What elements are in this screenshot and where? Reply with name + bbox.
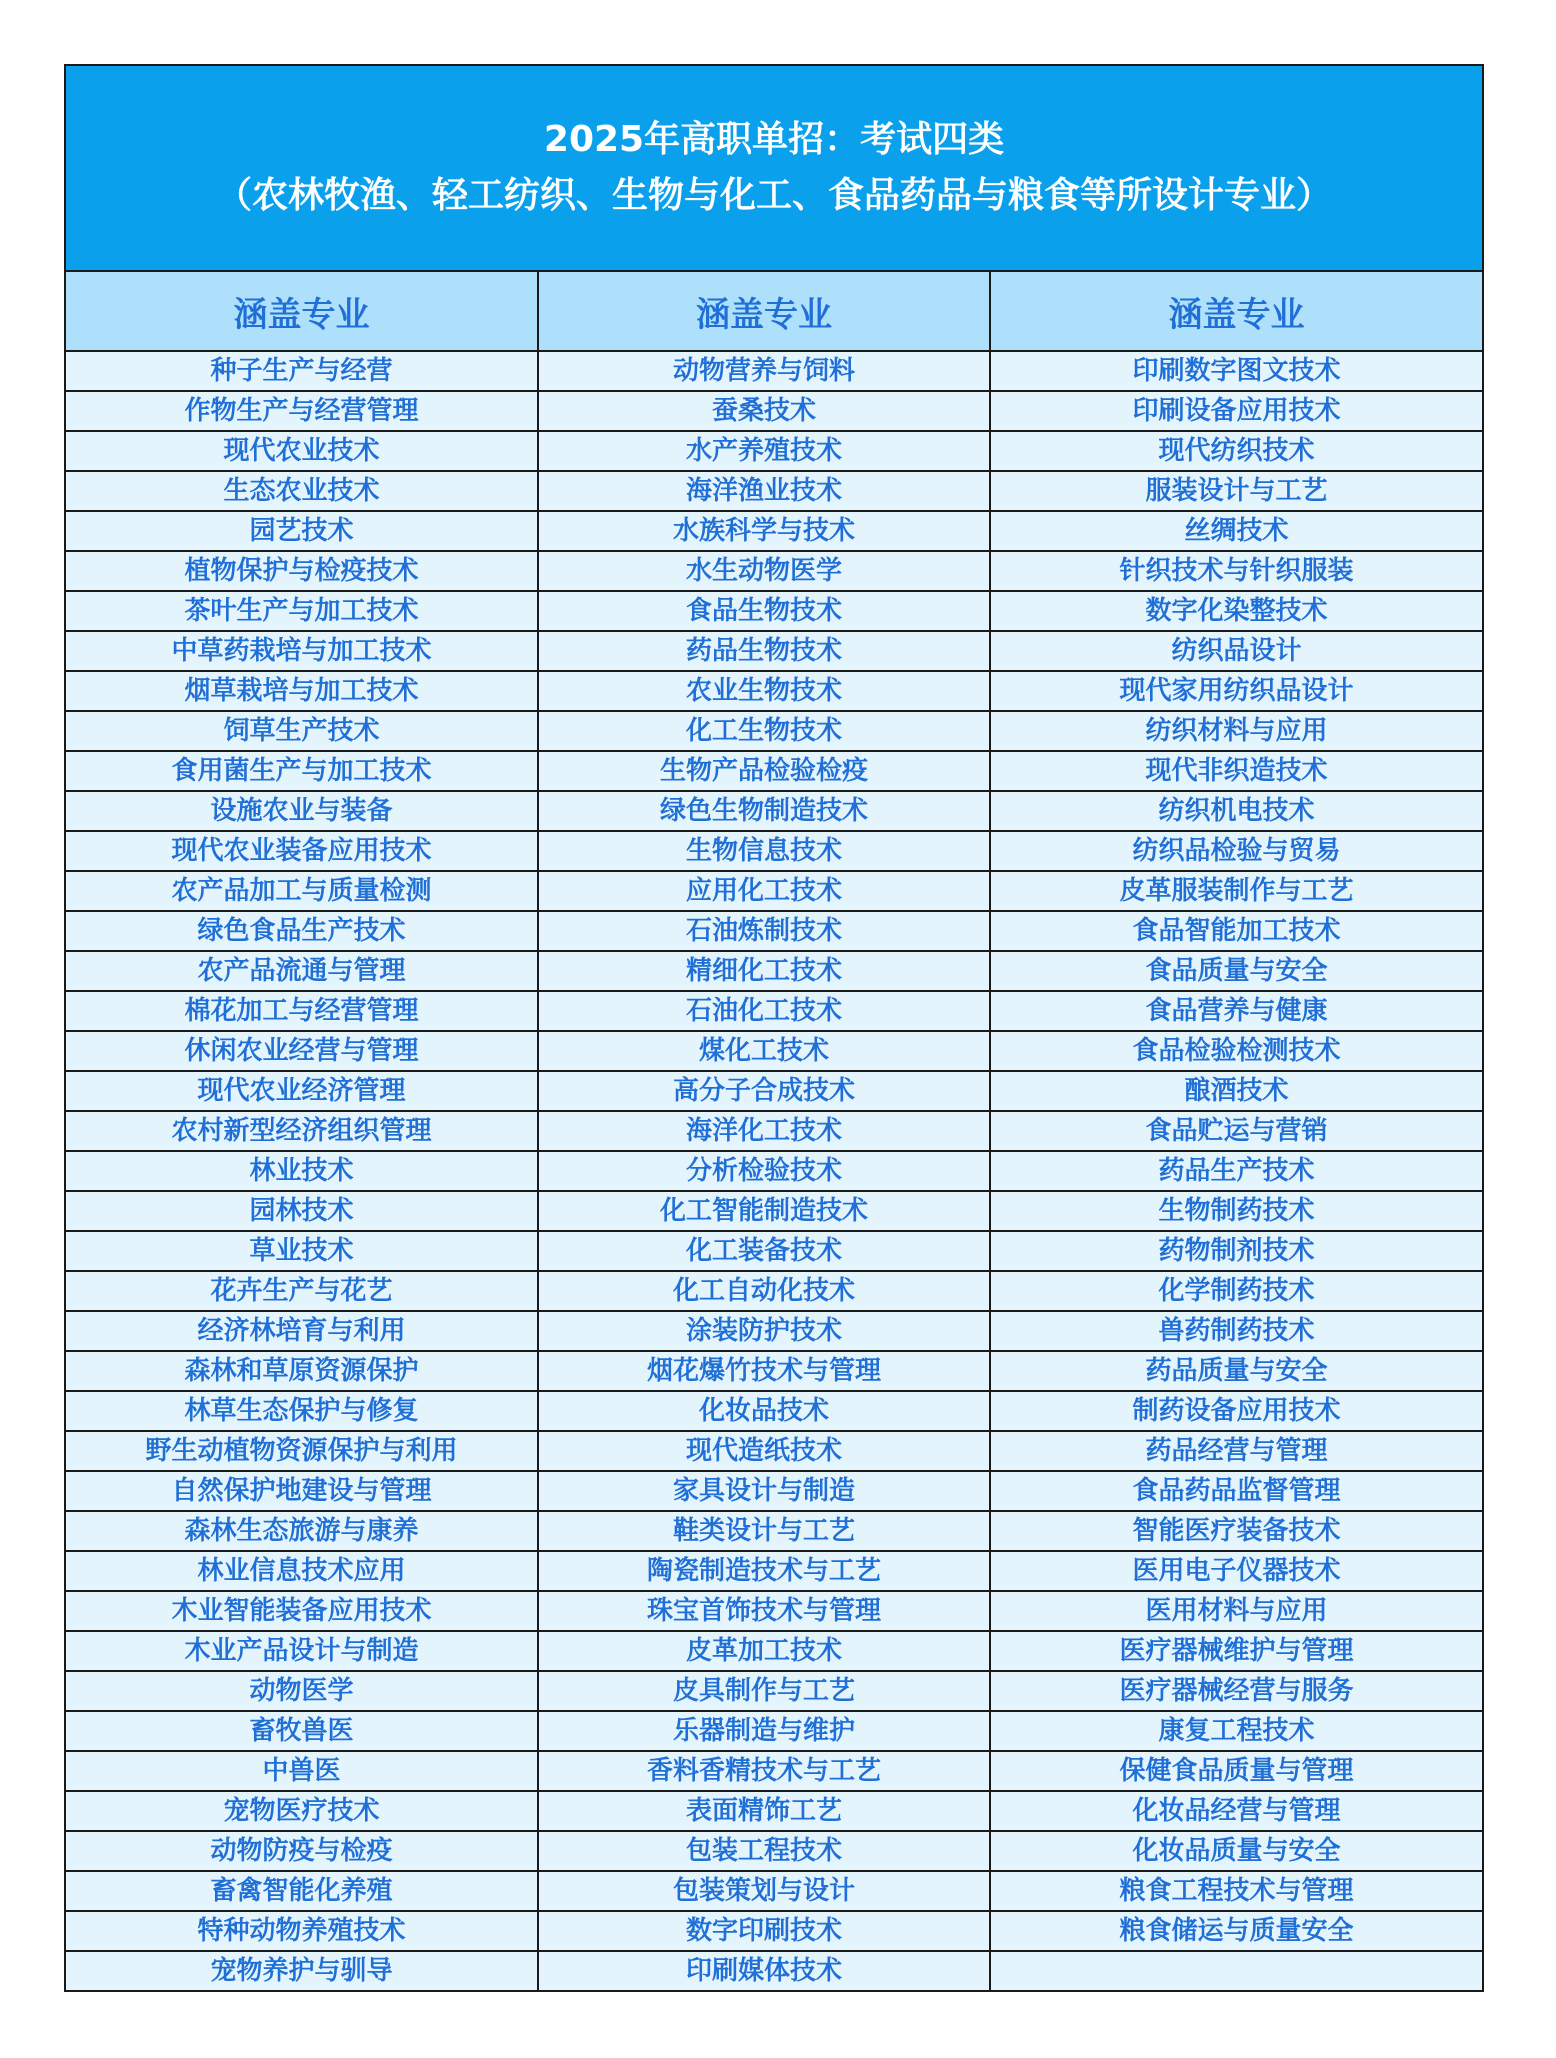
- major-cell: 纺织材料与应用: [990, 711, 1482, 751]
- table-row: [66, 791, 1482, 831]
- table-row: [66, 591, 1482, 631]
- major-cell: 绿色生物制造技术: [538, 791, 990, 831]
- major-cell: 药品生物技术: [538, 631, 990, 671]
- major-cell: 制药设备应用技术: [990, 1391, 1482, 1431]
- column-header-2: 涵盖专业: [538, 272, 990, 351]
- major-cell: 海洋渔业技术: [538, 471, 990, 511]
- major-cell: 动物防疫与检疫: [66, 1831, 538, 1871]
- table-row: [66, 1791, 1482, 1831]
- major-cell: 草业技术: [66, 1231, 538, 1271]
- major-cell: 服装设计与工艺: [990, 471, 1482, 511]
- major-cell: 农产品流通与管理: [66, 951, 538, 991]
- major-cell: 皮革加工技术: [538, 1631, 990, 1671]
- table-row: [66, 751, 1482, 791]
- table-row: [66, 831, 1482, 871]
- major-cell: 化妆品经营与管理: [990, 1791, 1482, 1831]
- major-cell: 作物生产与经营管理: [66, 391, 538, 431]
- major-cell: 植物保护与检疫技术: [66, 551, 538, 591]
- table-row: [66, 951, 1482, 991]
- major-cell: 保健食品质量与管理: [990, 1751, 1482, 1791]
- table-row: [66, 911, 1482, 951]
- table-row: [66, 431, 1482, 471]
- major-cell: 高分子合成技术: [538, 1071, 990, 1111]
- major-cell: 分析检验技术: [538, 1151, 990, 1191]
- table-row: [66, 1911, 1482, 1951]
- table-row: [66, 1831, 1482, 1871]
- major-cell: 园艺技术: [66, 511, 538, 551]
- column-header-1: 涵盖专业: [66, 272, 538, 351]
- major-cell: 石油炼制技术: [538, 911, 990, 951]
- major-cell: 特种动物养殖技术: [66, 1911, 538, 1951]
- table-row: [66, 1751, 1482, 1791]
- major-cell: 化工生物技术: [538, 711, 990, 751]
- major-cell: 林业信息技术应用: [66, 1551, 538, 1591]
- major-cell: 医用材料与应用: [990, 1591, 1482, 1631]
- majors-table: [66, 272, 1482, 1990]
- major-cell: 宠物医疗技术: [66, 1791, 538, 1831]
- major-cell: 酿酒技术: [990, 1071, 1482, 1111]
- major-cell: 花卉生产与花艺: [66, 1271, 538, 1311]
- major-cell: 现代家用纺织品设计: [990, 671, 1482, 711]
- major-cell: 数字化染整技术: [990, 591, 1482, 631]
- major-cell: 动物营养与饲料: [538, 351, 990, 391]
- major-cell: 化妆品质量与安全: [990, 1831, 1482, 1871]
- major-cell: 生物产品检验检疫: [538, 751, 990, 791]
- major-cell: 精细化工技术: [538, 951, 990, 991]
- major-cell: 粮食工程技术与管理: [990, 1871, 1482, 1911]
- major-cell: 中兽医: [66, 1751, 538, 1791]
- major-cell: 化工自动化技术: [538, 1271, 990, 1311]
- table-row: [66, 711, 1482, 751]
- major-cell: 纺织机电技术: [990, 791, 1482, 831]
- major-cell: 现代农业技术: [66, 431, 538, 471]
- major-cell: 宠物养护与驯导: [66, 1951, 538, 1990]
- table-row: [66, 1271, 1482, 1311]
- major-cell: 畜牧兽医: [66, 1711, 538, 1751]
- major-cell: 针织技术与针织服装: [990, 551, 1482, 591]
- table-row: [66, 391, 1482, 431]
- table-row: [66, 1191, 1482, 1231]
- major-cell: 印刷设备应用技术: [990, 391, 1482, 431]
- table-row: [66, 1151, 1482, 1191]
- major-cell: 棉花加工与经营管理: [66, 991, 538, 1031]
- major-cell: 医疗器械维护与管理: [990, 1631, 1482, 1671]
- major-cell: 森林生态旅游与康养: [66, 1511, 538, 1551]
- table-row: [66, 1871, 1482, 1911]
- major-cell: 食用菌生产与加工技术: [66, 751, 538, 791]
- major-cell: 医用电子仪器技术: [990, 1551, 1482, 1591]
- major-cell: 饲草生产技术: [66, 711, 538, 751]
- major-cell: 现代非织造技术: [990, 751, 1482, 791]
- major-cell: 鞋类设计与工艺: [538, 1511, 990, 1551]
- table-row: [66, 1511, 1482, 1551]
- major-cell: 印刷媒体技术: [538, 1951, 990, 1990]
- major-cell: 化妆品技术: [538, 1391, 990, 1431]
- table-row: [66, 551, 1482, 591]
- major-cell: 现代纺织技术: [990, 431, 1482, 471]
- major-cell: 生态农业技术: [66, 471, 538, 511]
- major-cell: 丝绸技术: [990, 511, 1482, 551]
- table-row: [66, 1311, 1482, 1351]
- major-cell: 石油化工技术: [538, 991, 990, 1031]
- major-cell: 经济林培育与利用: [66, 1311, 538, 1351]
- major-cell: 纺织品设计: [990, 631, 1482, 671]
- major-cell: 木业智能装备应用技术: [66, 1591, 538, 1631]
- major-cell: 化学制药技术: [990, 1271, 1482, 1311]
- major-cell: 园林技术: [66, 1191, 538, 1231]
- major-cell: 森林和草原资源保护: [66, 1351, 538, 1391]
- major-cell: 水产养殖技术: [538, 431, 990, 471]
- major-cell: 药品经营与管理: [990, 1431, 1482, 1471]
- major-cell: 林业技术: [66, 1151, 538, 1191]
- table-row: [66, 671, 1482, 711]
- column-header-3: 涵盖专业: [990, 272, 1482, 351]
- major-cell: 康复工程技术: [990, 1711, 1482, 1751]
- table-row: [66, 471, 1482, 511]
- major-cell: 智能医疗装备技术: [990, 1511, 1482, 1551]
- major-cell: 农产品加工与质量检测: [66, 871, 538, 911]
- table-row: [66, 1351, 1482, 1391]
- major-cell: 中草药栽培与加工技术: [66, 631, 538, 671]
- major-cell: 食品智能加工技术: [990, 911, 1482, 951]
- major-cell: 野生动植物资源保护与利用: [66, 1431, 538, 1471]
- major-cell: 化工智能制造技术: [538, 1191, 990, 1231]
- major-cell: 水族科学与技术: [538, 511, 990, 551]
- major-cell: 烟草栽培与加工技术: [66, 671, 538, 711]
- major-cell: 农村新型经济组织管理: [66, 1111, 538, 1151]
- table-row: [66, 1951, 1482, 1990]
- major-cell: 煤化工技术: [538, 1031, 990, 1071]
- major-cell: 涂装防护技术: [538, 1311, 990, 1351]
- table-row: [66, 1231, 1482, 1271]
- major-cell: 兽药制药技术: [990, 1311, 1482, 1351]
- major-cell: 农业生物技术: [538, 671, 990, 711]
- major-cell: 珠宝首饰技术与管理: [538, 1591, 990, 1631]
- major-cell: 茶叶生产与加工技术: [66, 591, 538, 631]
- table-row: [66, 1551, 1482, 1591]
- major-cell: 包装策划与设计: [538, 1871, 990, 1911]
- major-cell: 包装工程技术: [538, 1831, 990, 1871]
- major-cell: 现代造纸技术: [538, 1431, 990, 1471]
- table-row: [66, 1391, 1482, 1431]
- table-row: [66, 1711, 1482, 1751]
- table-row: [66, 1671, 1482, 1711]
- major-cell: 印刷数字图文技术: [990, 351, 1482, 391]
- major-cell: 食品质量与安全: [990, 951, 1482, 991]
- table-row: [66, 1111, 1482, 1151]
- table-row: [66, 1591, 1482, 1631]
- title-banner: [66, 66, 1482, 272]
- major-cell: 皮具制作与工艺: [538, 1671, 990, 1711]
- major-cell: 皮革服装制作与工艺: [990, 871, 1482, 911]
- major-cell: 食品营养与健康: [990, 991, 1482, 1031]
- major-cell: 粮食储运与质量安全: [990, 1911, 1482, 1951]
- header-row: [66, 272, 1482, 351]
- table-row: [66, 991, 1482, 1031]
- major-cell: [990, 1951, 1482, 1990]
- table-row: [66, 1071, 1482, 1111]
- title-line-1: 2025年高职单招：考试四类: [543, 119, 1005, 160]
- major-cell: 木业产品设计与制造: [66, 1631, 538, 1671]
- major-cell: 食品贮运与营销: [990, 1111, 1482, 1151]
- major-cell: 食品检验检测技术: [990, 1031, 1482, 1071]
- table-row: [66, 351, 1482, 391]
- major-cell: 医疗器械经营与服务: [990, 1671, 1482, 1711]
- major-cell: 林草生态保护与修复: [66, 1391, 538, 1431]
- table-row: [66, 1431, 1482, 1471]
- table-row: [66, 1471, 1482, 1511]
- major-cell: 药品质量与安全: [990, 1351, 1482, 1391]
- major-cell: 香料香精技术与工艺: [538, 1751, 990, 1791]
- major-cell: 数字印刷技术: [538, 1911, 990, 1951]
- major-cell: 休闲农业经营与管理: [66, 1031, 538, 1071]
- major-cell: 烟花爆竹技术与管理: [538, 1351, 990, 1391]
- major-cell: 现代农业经济管理: [66, 1071, 538, 1111]
- major-cell: 纺织品检验与贸易: [990, 831, 1482, 871]
- major-cell: 设施农业与装备: [66, 791, 538, 831]
- major-cell: 家具设计与制造: [538, 1471, 990, 1511]
- major-cell: 陶瓷制造技术与工艺: [538, 1551, 990, 1591]
- major-cell: 生物制药技术: [990, 1191, 1482, 1231]
- table-row: [66, 511, 1482, 551]
- table-row: [66, 631, 1482, 671]
- major-cell: 种子生产与经营: [66, 351, 538, 391]
- major-cell: 食品生物技术: [538, 591, 990, 631]
- major-cell: 绿色食品生产技术: [66, 911, 538, 951]
- major-cell: 应用化工技术: [538, 871, 990, 911]
- major-cell: 畜禽智能化养殖: [66, 1871, 538, 1911]
- major-cell: 药品生产技术: [990, 1151, 1482, 1191]
- major-cell: 表面精饰工艺: [538, 1791, 990, 1831]
- table-body: [66, 351, 1482, 1990]
- table-row: [66, 871, 1482, 911]
- major-cell: 水生动物医学: [538, 551, 990, 591]
- major-cell: 生物信息技术: [538, 831, 990, 871]
- majors-sheet: [64, 64, 1484, 1992]
- major-cell: 动物医学: [66, 1671, 538, 1711]
- major-cell: 海洋化工技术: [538, 1111, 990, 1151]
- title-line-2: （农林牧渔、轻工纺织、生物与化工、食品药品与粮食等所设计专业）: [215, 175, 1332, 216]
- major-cell: 现代农业装备应用技术: [66, 831, 538, 871]
- major-cell: 药物制剂技术: [990, 1231, 1482, 1271]
- major-cell: 蚕桑技术: [538, 391, 990, 431]
- major-cell: 食品药品监督管理: [990, 1471, 1482, 1511]
- major-cell: 化工装备技术: [538, 1231, 990, 1271]
- table-row: [66, 1631, 1482, 1671]
- table-row: [66, 1031, 1482, 1071]
- major-cell: 自然保护地建设与管理: [66, 1471, 538, 1511]
- major-cell: 乐器制造与维护: [538, 1711, 990, 1751]
